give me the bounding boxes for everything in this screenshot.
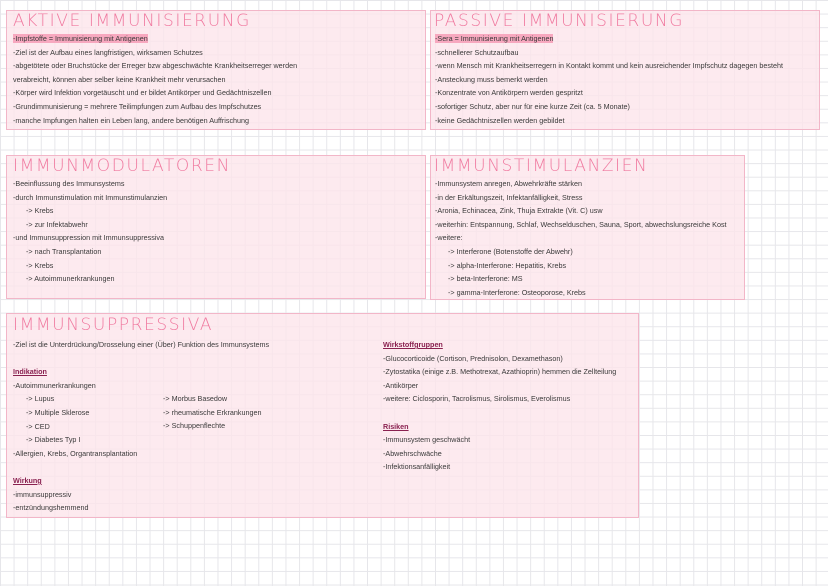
note-line: -und Immunsuppression mit Immunsuppressiva	[13, 233, 164, 243]
note-line: -manche Impfungen halten ein Leben lang, andere benötigen Auffrischung	[13, 115, 250, 125]
note-line: -> beta-Interferone: MS	[448, 274, 523, 284]
note-line: -> Lupus	[26, 394, 55, 404]
note-line: -Zytostatika (einige z.B. Methotrexat, Azathioprin) hemmen die Zellteilung	[383, 367, 617, 377]
note-line: -Impfstoffe = Immunisierung mit Antigenen	[13, 34, 148, 43]
wirkung-heading: Wirkung	[13, 475, 42, 485]
note-line: -> Autoimmunerkrankungen	[26, 274, 115, 284]
immunmodulatoren-title: IMMUNMODULATOREN	[13, 156, 231, 176]
note-line: -Beeinflussung des Immunsystems	[13, 179, 125, 188]
note-line: -Aronia, Echinacea, Zink, Thuja Extrakte (Vit. C) usw	[435, 206, 603, 216]
immunsuppressiva-title: IMMUNSUPPRESSIVA	[13, 315, 214, 335]
note-line: -Immunsystem anregen, Abwehrkräfte stärken	[435, 179, 583, 188]
note-line: -durch Immunstimulation mit Immunstimulanzien	[13, 192, 168, 202]
spacer	[13, 352, 269, 366]
note-line: -Immunsystem geschwächt	[383, 435, 471, 445]
immunstimulanzien-notes	[435, 177, 727, 299]
note-line: -Infektionsanfälligkeit	[383, 462, 451, 472]
note-line: -> CED	[26, 421, 50, 431]
note-line: -> Krebs	[26, 206, 54, 216]
spacer	[13, 460, 269, 474]
note-line: -> Krebs	[26, 260, 54, 270]
note-line: -Abwehrschwäche	[383, 448, 442, 458]
immunstimulanzien-title: IMMUNSTIMULANZIEN	[434, 156, 649, 176]
immunsuppressiva-right-column	[383, 338, 616, 474]
note-line: -Sera = Immunisierung mit Antigenen	[435, 34, 554, 43]
note-line: -Autoimmunerkrankungen	[13, 380, 96, 390]
note-line: -keine Gedächtniszellen werden gebildet	[435, 115, 565, 125]
immunmodulatoren-notes	[13, 177, 167, 286]
note-line: -Antikörper	[383, 380, 419, 390]
passive-immunisierung-title: PASSIVE IMMUNISIERUNG	[434, 11, 684, 31]
note-line: -> zur Infektabwehr	[26, 219, 88, 229]
note-line: -> Morbus Basedow	[163, 394, 228, 403]
note-line: -weiterhin: Entspannung, Schlaf, Wechselduschen, Sauna, Sport, abwechslungsreiche Kost	[435, 219, 727, 229]
note-line: -in der Erkältungszeit, Infektanfälligkeit, Stress	[435, 192, 583, 202]
risiken-heading: Risiken	[383, 421, 409, 431]
note-line: -entzündungshemmend	[13, 503, 89, 513]
note-line: -wenn Mensch mit Krankheitserregern in Kontakt kommt und kein ausreichender Impfschutz dagegen besteht	[435, 61, 783, 71]
note-line: -> Multiple Sklerose	[26, 407, 90, 417]
note-line: -> Schuppenflechte	[163, 421, 226, 431]
note-line: verabreicht, können aber selber keine Krankheit mehr verursachen	[13, 74, 226, 84]
wirkstoffgruppen-heading: Wirkstoffgruppen	[383, 340, 443, 349]
note-line: -schnellerer Schutzaufbau	[435, 47, 519, 57]
passive-immunisierung-notes	[435, 32, 783, 127]
note-line: -immunsuppressiv	[13, 489, 72, 499]
note-line: -weitere:	[435, 233, 463, 243]
note-line: -Grundimmunisierung = mehrere Teilimpfungen zum Aufbau des Impfschutzes	[13, 101, 262, 111]
note-line: -> Diabetes Typ I	[26, 435, 81, 445]
note-line: -> nach Transplantation	[26, 246, 102, 256]
note-line: -weitere: Ciclosporin, Tacrolismus, Sirolismus, Everolismus	[383, 394, 571, 404]
note-line: -Glucocorticoide (Cortison, Prednisolon, Dexamethason)	[383, 353, 563, 363]
aktive-immunisierung-notes	[13, 32, 297, 127]
note-line: -Körper wird Infektion vorgetäuscht und er bildet Antikörper und Gedächtniszellen	[13, 88, 272, 98]
intro-line: -Ziel ist die Unterdrückung/Drosselung einer (Über) Funktion des Immunsystems	[13, 340, 270, 349]
note-line: -> gamma-Interferone: Osteoporose, Krebs	[448, 287, 586, 297]
indikation-right-column	[163, 392, 261, 433]
note-line: -sofortiger Schutz, aber nur für eine kurze Zeit (ca. 5 Monate)	[435, 101, 630, 111]
spacer	[383, 406, 616, 420]
note-line: -abgetötete oder Bruchstücke der Erreger bzw abgeschwächte Krankheitserreger werden	[13, 61, 298, 71]
indikation-heading: Indikation	[13, 367, 47, 377]
note-line: -> Interferone (Botenstoffe der Abwehr)	[448, 246, 573, 256]
note-line: -> alpha-Interferone: Hepatitis, Krebs	[448, 260, 567, 270]
note-line: -Ziel ist der Aufbau eines langfristigen, wirksamen Schutzes	[13, 47, 203, 57]
note-line: -Allergien, Krebs, Organtransplantation	[13, 448, 138, 458]
note-line: -> rheumatische Erkrankungen	[163, 407, 262, 417]
aktive-immunisierung-title: AKTIVE IMMUNISIERUNG	[13, 11, 251, 31]
note-line: -Ansteckung muss bemerkt werden	[435, 74, 548, 84]
note-line: -Konzentrate von Antikörpern werden gespritzt	[435, 88, 583, 98]
